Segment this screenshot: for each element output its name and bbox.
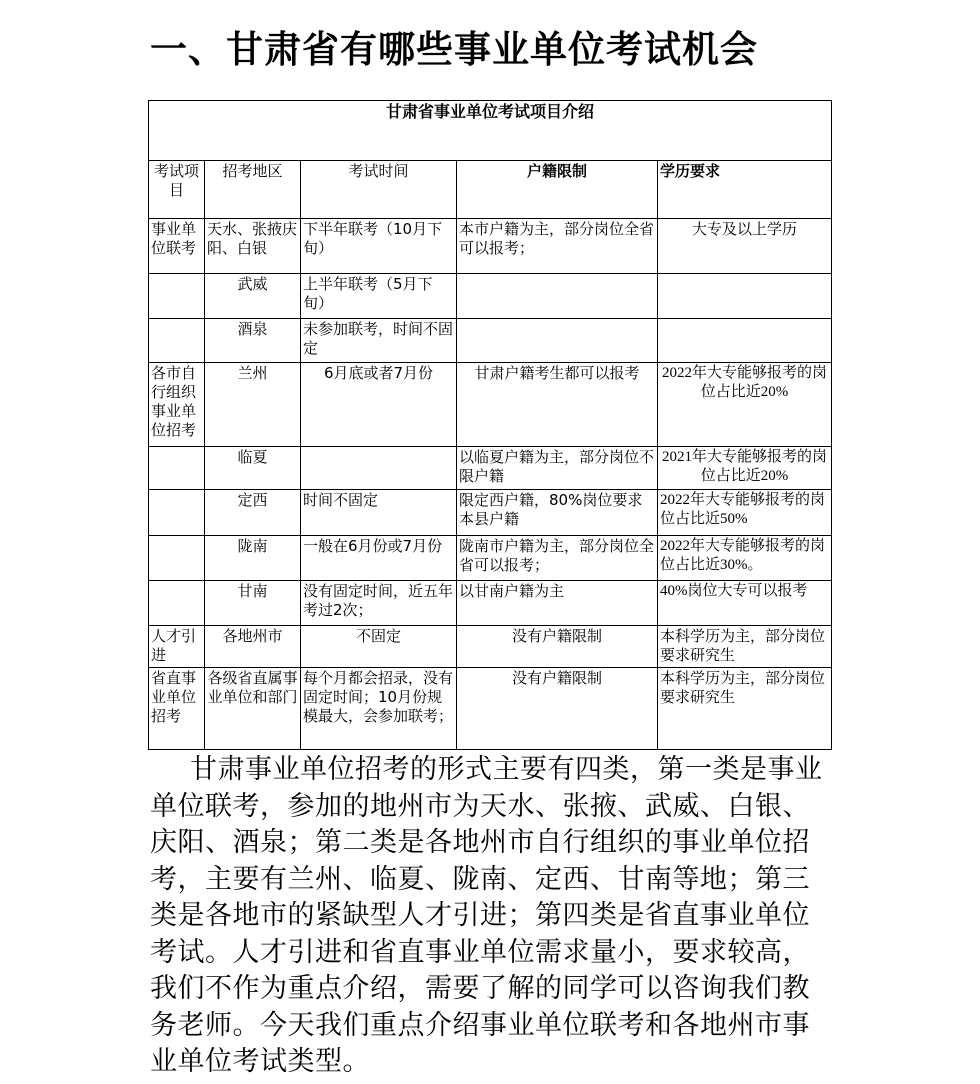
table-caption-row [149,101,832,161]
table-cell: 限定西户籍，80%岗位要求本县户籍 [457,490,658,536]
table-cell: 定西 [205,490,301,536]
table-cell: 省直事业单位招考 [149,668,205,750]
table-cell: 甘南 [205,581,301,626]
table-cell: 事业单位联考 [149,219,205,274]
table-cell: 2022年大专能够报考的岗位占比近50% [658,490,832,536]
table-cell [658,274,832,319]
table-cell [149,490,205,536]
body-paragraph: 甘肃事业单位招考的形式主要有四类，第一类是事业单位联考，参加的地州市为天水、张掖、武威、白银、庆阳、酒泉；第二类是各地州市自行组织的事业单位招考，主要有兰州、临夏、陇南、定西、甘南等地；第三类是各地市的紧缺型人才引进；第四类是省直事业单位考试。人才引进和省直事业单位需求量小，要求较高，我们不作为重点介绍，需要了解的同学可以咨询我们教务老师。今天我们重点介绍事业单位联考和各地州市事业单位考试类型。 [150,754,823,1077]
table-cell: 大专及以上学历 [658,219,832,274]
table-cell [301,447,457,490]
header-cell: 学历要求 [658,161,832,219]
table-cell: 本科学历为主，部分岗位要求研究生 [658,626,832,668]
table-cell: 2022年大专能够报考的岗位占比近20% [658,363,832,447]
table-cell [149,447,205,490]
table-row [149,219,832,274]
table-cell [149,319,205,363]
table-row [149,581,832,626]
table-cell: 临夏 [205,447,301,490]
table-row [149,536,832,581]
table-cell: 陇南市户籍为主，部分岗位全省可以报考； [457,536,658,581]
table-cell: 武威 [205,274,301,319]
table-cell [457,274,658,319]
table-cell: 人才引进 [149,626,205,668]
table-cell: 2022年大专能够报考的岗位占比近30%。 [658,536,832,581]
table-row [149,626,832,668]
table-row [149,274,832,319]
table-cell: 下半年联考（10月下旬） [301,219,457,274]
table-cell: 甘肃户籍考生都可以报考 [457,363,658,447]
table-cell: 不固定 [301,626,457,668]
table-cell: 上半年联考（5月下旬） [301,274,457,319]
table-cell [149,274,205,319]
table-cell: 本科学历为主，部分岗位要求研究生 [658,668,832,750]
table-cell: 陇南 [205,536,301,581]
table-cell: 以临夏户籍为主，部分岗位不限户籍 [457,447,658,490]
table-cell [149,581,205,626]
table-cell: 2021年大专能够报考的岗位占比近20% [658,447,832,490]
table-header-row [149,161,832,219]
table-row [149,490,832,536]
table-caption: 甘肃省事业单位考试项目介绍 [149,101,832,161]
header-cell: 户籍限制 [457,161,658,219]
table-cell [149,536,205,581]
table-cell: 没有户籍限制 [457,626,658,668]
table-row [149,319,832,363]
exam-info-table [148,100,832,750]
table-cell: 天水、张掖庆阳、白银 [205,219,301,274]
table-row [149,363,832,447]
table-cell: 每个月都会招录，没有固定时间；10月份规模最大，会参加联考； [301,668,457,750]
table-cell [658,319,832,363]
table-cell: 本市户籍为主，部分岗位全省可以报考； [457,219,658,274]
header-cell: 招考地区 [205,161,301,219]
header-cell: 考试项目 [149,161,205,219]
table-cell: 未参加联考，时间不固定 [301,319,457,363]
table-row [149,668,832,750]
table-cell: 各地州市 [205,626,301,668]
table-cell: 一般在6月份或7月份 [301,536,457,581]
section-heading: 一、甘肃省有哪些事业单位考试机会 [150,28,758,71]
table-cell: 40%岗位大专可以报考 [658,581,832,626]
table-cell: 各市自行组织事业单位招考 [149,363,205,447]
table-cell: 时间不固定 [301,490,457,536]
table-cell: 以甘南户籍为主 [457,581,658,626]
table-cell: 各级省直属事业单位和部门 [205,668,301,750]
table-cell: 酒泉 [205,319,301,363]
header-cell: 考试时间 [301,161,457,219]
table-cell: 没有固定时间，近五年考过2次； [301,581,457,626]
table-cell: 兰州 [205,363,301,447]
table-cell: 6月底或者7月份 [301,363,457,447]
table-row [149,447,832,490]
table-cell [457,319,658,363]
table-cell: 没有户籍限制 [457,668,658,750]
